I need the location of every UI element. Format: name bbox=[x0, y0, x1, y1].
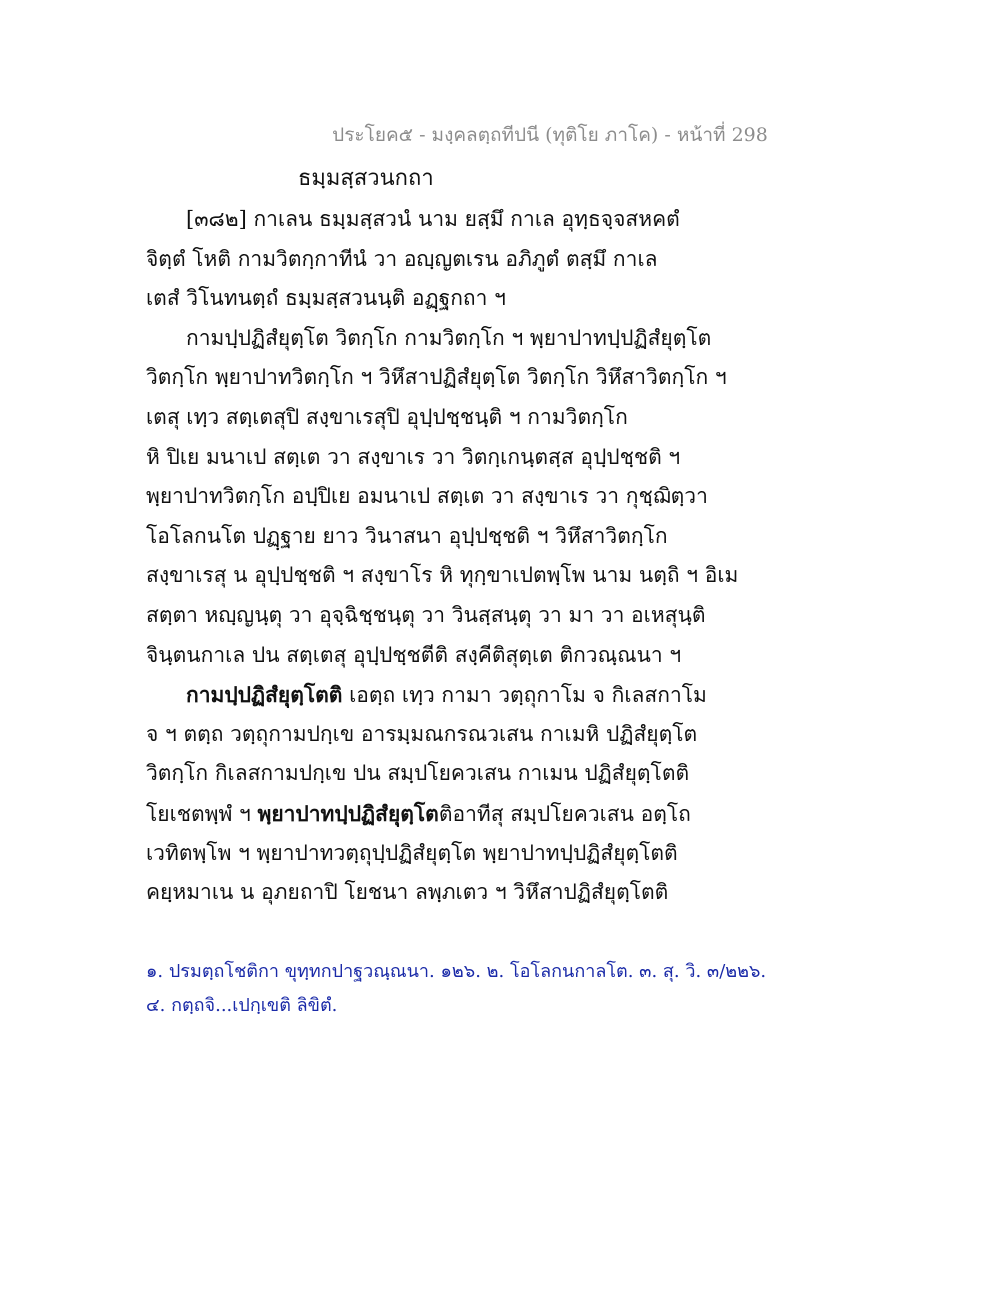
section-title: ธมฺมสฺสวนกถา bbox=[298, 166, 434, 191]
footnote-line: ๔. กตฺถจิ...เปกฺเขติ ลิขิตํ. bbox=[146, 995, 338, 1016]
text-line: กามปฺปฏิสํยุตฺโต วิตกฺโก กามวิตกฺโก ฯ พฺยาปาทปฺปฏิสํยุตฺโต bbox=[186, 325, 712, 350]
text-run: โยเชตพฺพํ ฯ bbox=[146, 801, 258, 826]
text-line: [๓๘๒] กาเลน ธมฺมสฺสวนํ นาม ยสฺมึ กาเล อุทฺธจฺจสหคตํ bbox=[186, 207, 680, 231]
text-line: คยฺหมาเน น อุภยถาปิ โยชนา ลพฺภเตว ฯ วิหึสาปฏิสํยุตฺโตติ bbox=[146, 880, 669, 905]
text-line: วิตกฺโก กิเลสกามปกฺเข ปน สมฺปโยควเสน กาเมน ปฏิสํยุตฺโตติ bbox=[146, 761, 690, 786]
text-line: เตสํ วิโนทนตฺถํ ธมฺมสฺสวนนฺติ อฏฺฐกถา ฯ bbox=[146, 286, 506, 311]
text-line: จินฺตนกาเล ปน สตฺเตสุ อุปฺปชฺชตีติ สงฺคีติสุตฺเต ติกวณฺณนา ฯ bbox=[146, 642, 682, 667]
bold-term: กามปฺปฏิสํยุตฺโตติ bbox=[186, 682, 343, 708]
text-line: หิ ปิเย มนาเป สตฺเต วา สงฺขาเร วา วิตกฺเกนฺตสฺส อุปฺปชฺชติ ฯ bbox=[146, 444, 681, 469]
text-line: พฺยาปาทวิตกฺโก อปฺปิเย อมนาเป สตฺเต วา สงฺขาเร วา กุชฺฌิตฺวา bbox=[146, 484, 708, 509]
text-line: เวทิตพฺโพ ฯ พฺยาปาทวตฺถุปฺปฏิสํยุตฺโต พฺยาปาทปฺปฏิสํยุตฺโตติ bbox=[146, 840, 678, 865]
footnotes bbox=[146, 955, 766, 1023]
text-line bbox=[146, 794, 706, 834]
text-line: เตสุ เทฺว สตฺเตสุปิ สงฺขาเรสุปิ อุปฺปชฺชนฺติ ฯ กามวิตกฺโก bbox=[146, 404, 628, 429]
text-line bbox=[146, 675, 706, 715]
text-line: สตฺตา หญฺญนฺตุ วา อุจฺฉิชฺชนฺตุ วา วินสฺสนฺตุ วา มา วา อเหสุนฺติ bbox=[146, 602, 706, 627]
text-line: จิตฺตํ โหติ กามวิตกฺกาทีนํ วา อญฺญตเรน อภิภูตํ ตสฺมึ กาเล bbox=[146, 246, 658, 271]
text-line: จ ฯ ตตฺถ วตฺถุกามปกฺเข อารมฺมณกรณวเสน กาเมหิ ปฏิสํยุตฺโต bbox=[146, 721, 698, 746]
footnote-line: ๑. ปรมตฺถโชติกา ขุทฺทกปาฐวณฺณนา. ๑๒๖. ๒. โอโลกนกาลโต. ๓. สุ. วิ. ๓/๒๒๖. bbox=[146, 961, 767, 982]
text-run: เอตฺถ เทฺว กามา วตฺถุกาโม จ กิเลสกาโม bbox=[342, 683, 707, 708]
running-header bbox=[0, 120, 1000, 150]
text-line: วิตกฺโก พฺยาปาทวิตกฺโก ฯ วิหึสาปฏิสํยุตฺโต วิตกฺโก วิหึสาวิตกฺโก ฯ bbox=[146, 365, 727, 390]
text-line: โอโลกนโต ปฏฺฐาย ยาว วินาสนา อุปฺปชฺชติ ฯ วิหึสาวิตกฺโก bbox=[146, 523, 668, 548]
bold-term: พฺยาปาทปฺปฏิสํยุตฺโต bbox=[257, 800, 439, 826]
text-line: สงฺขาเรสุ น อุปฺปชฺชติ ฯ สงฺขาโร หิ ทุกฺขาเปตพฺโพ นาม นตฺถิ ฯ อิเม bbox=[146, 563, 739, 588]
text-run: ติอาทีสุ สมฺปโยควเสน อตฺโถ bbox=[438, 801, 691, 826]
body-text bbox=[146, 200, 739, 913]
running-title: ประโยค๕ - มงฺคลตฺถทีปนี (ทุติโย ภาโค) - หน้าที่ 298 bbox=[332, 124, 768, 146]
